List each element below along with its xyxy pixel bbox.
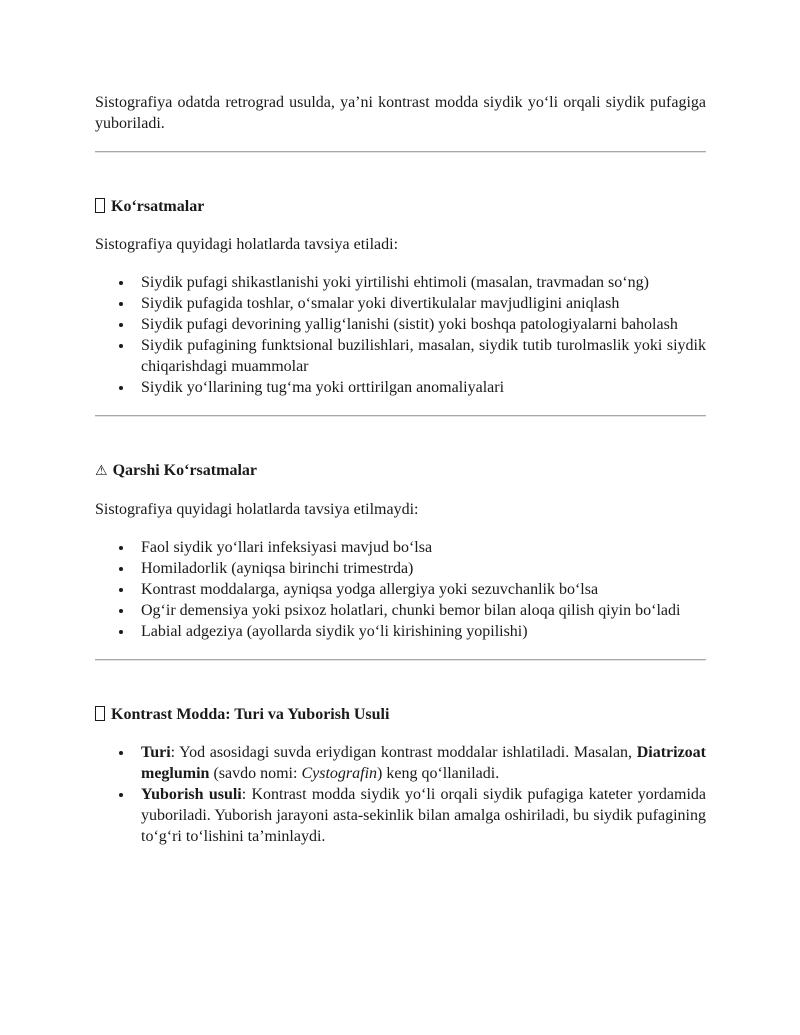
list-item: Kontrast moddalarga, ayniqsa yodga allergiya yoki sezuvchanlik bo‘lsa [95, 579, 706, 600]
list-item: Siydik pufagining funktsional buzilishlari, masalan, siydik tutib turolmaslik yoki siydik chiqarishdagi muammolar [95, 335, 706, 377]
method-label: Yuborish usuli [141, 786, 242, 803]
list-item: Siydik yo‘llarining tug‘ma yoki orttirilgan anomaliyalari [95, 377, 706, 398]
contraindications-lead: Sistografiya quyidagi holatlarda tavsiya etilmaydi: [95, 501, 419, 518]
drug-name: Diatrizoat meglumin [141, 744, 706, 782]
indications-list [95, 272, 706, 398]
indications-lead: Sistografiya quyidagi holatlarda tavsiya etiladi: [95, 236, 399, 253]
trade-name: Cystografin [301, 765, 378, 782]
list-item: Labial adgeziya (ayollarda siydik yo‘li kirishining yopilishi) [95, 621, 706, 642]
list-item: Siydik pufagi shikastlanishi yoki yirtilishi ehtimoli (masalan, travmadan so‘ng) [95, 272, 706, 293]
list-item: Og‘ir demensiya yoki psixoz holatlari, chunki bemor bilan aloqa qilish qiyin bo‘ladi [95, 600, 706, 621]
type-label: Turi [141, 744, 171, 761]
warning-icon: ⚠ [95, 463, 108, 479]
list-item: Siydik pufagida toshlar, o‘smalar yoki divertikulalar mavjudligini aniqlash [95, 293, 706, 314]
intro-paragraph: Sistografiya odatda retrograd usulda, ya’ni kontrast modda siydik yo‘li orqali siydik pufagiga yuboriladi. [95, 94, 706, 132]
contraindications-list [95, 537, 706, 642]
clipboard-icon [95, 198, 105, 213]
contrast-list [95, 742, 706, 847]
test-tube-icon [95, 706, 105, 721]
list-item: Siydik pufagi devorining yallig‘lanishi (sistit) yoki boshqa patologiyalarni baholash [95, 314, 706, 335]
contrast-heading: Kontrast Modda: Turi va Yuborish Usuli [95, 704, 706, 725]
list-item: Turi: Yod asosidagi suvda eriydigan kontrast moddalar ishlatiladi. Masalan, Diatrizoat meglumin (savdo nomi: Cystografin) keng qo‘llaniladi. [95, 742, 706, 784]
list-item: Homiladorlik (ayniqsa birinchi trimestrda) [95, 558, 706, 579]
contraindications-heading: ⚠ Qarshi Ko‘rsatmalar [95, 460, 706, 482]
document-page [95, 92, 706, 847]
list-item: Yuborish usuli: Kontrast modda siydik yo‘li orqali siydik pufagiga kateter yordamida yuboriladi. Yuborish jarayoni asta-sekinlik bilan amalga oshiriladi, bu siydik pufagining to‘g‘ri to‘lishini ta’minlaydi. [95, 784, 706, 847]
list-item: Faol siydik yo‘llari infeksiyasi mavjud bo‘lsa [95, 537, 706, 558]
indications-heading: Ko‘rsatmalar [95, 196, 706, 217]
